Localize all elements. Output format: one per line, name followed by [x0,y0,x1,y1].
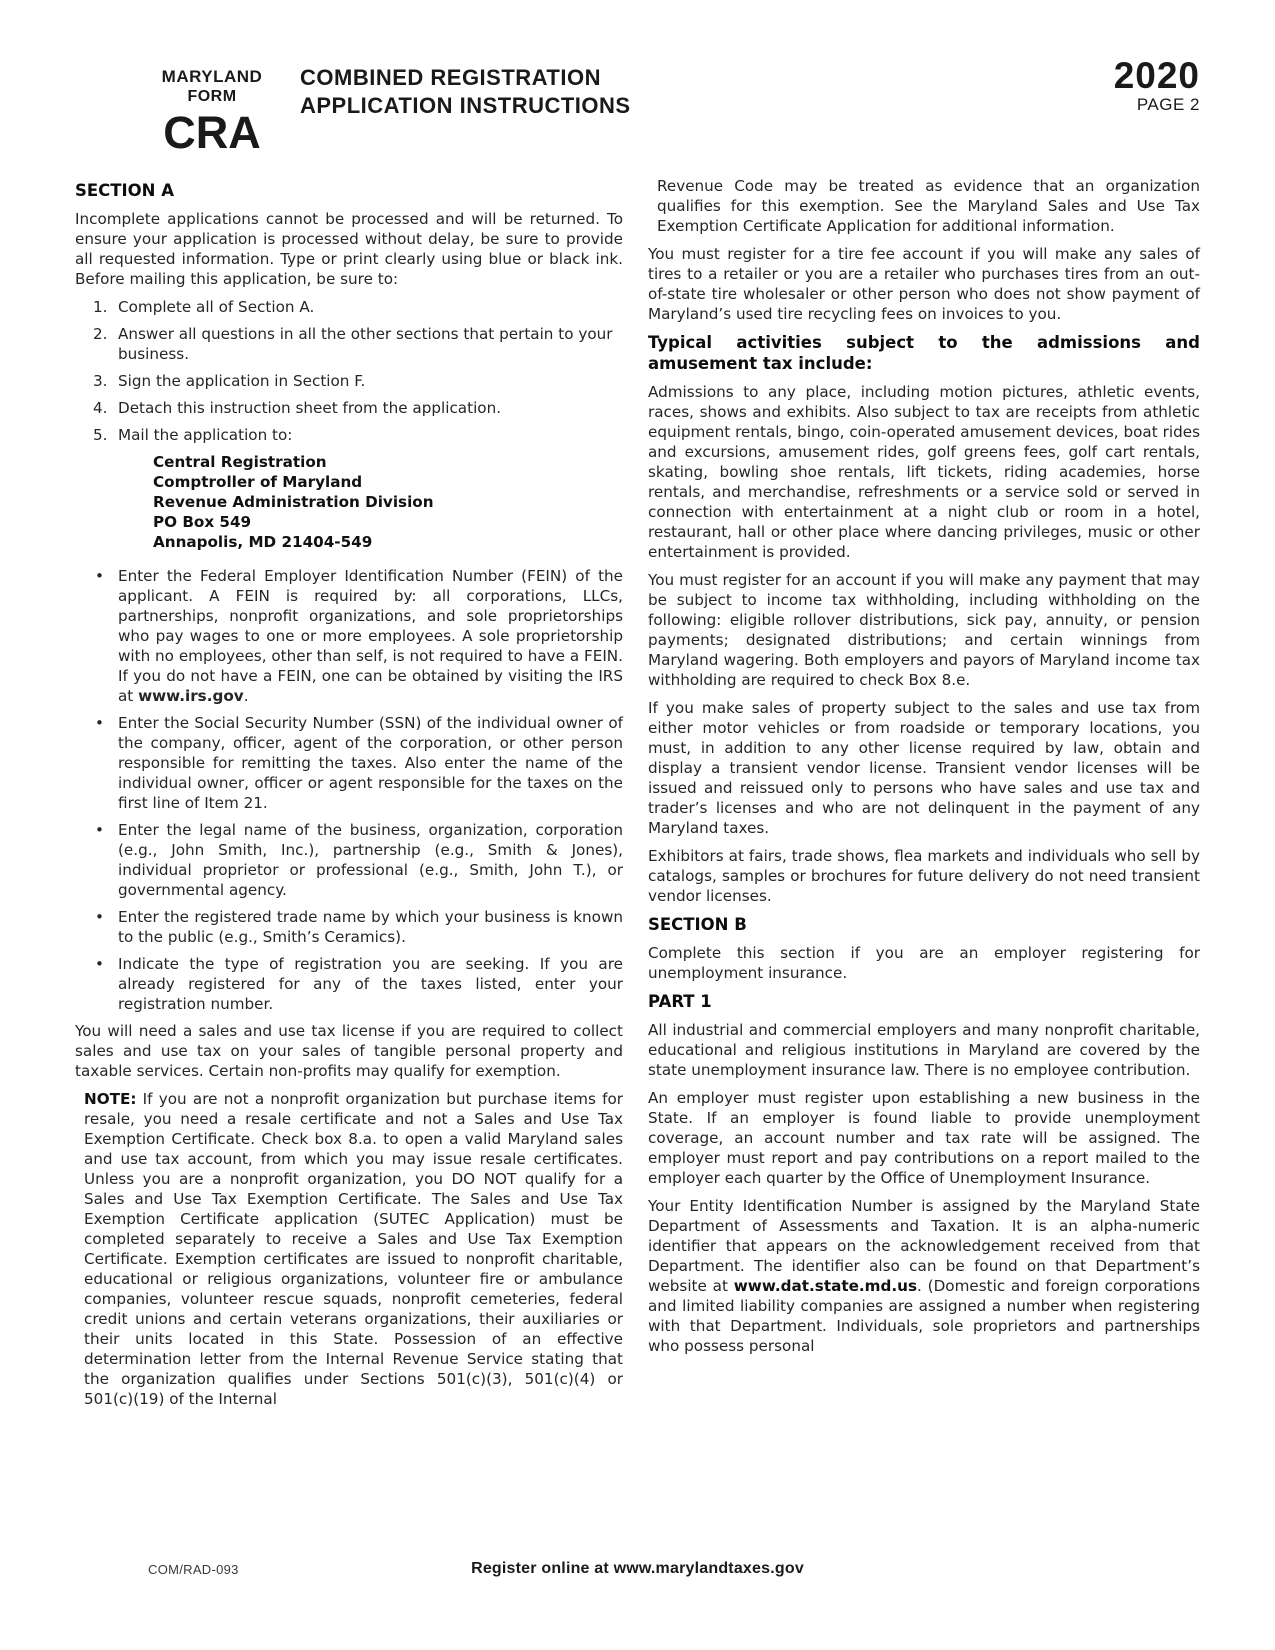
bullet-icon [95,820,118,900]
document-title [300,64,631,120]
section-a-intro: Incomplete applications cannot be processed and will be returned. To ensure your application is processed without delay, be sure to provide all requested information. Type or print clearly using blue or black ink. Before mailing this application, be sure to: [75,210,623,288]
step-item-3 [93,371,623,391]
bullet-text-pre: Enter the Federal Employer Identification Number (FEIN) of the applicant. A FEIN is required by: all corporations, LLCs, partnerships, nonprofit organizations, and sole proprietorships who pay wages to one or more employees. A sole proprietorship with no employees, other than self, is not required to have a FEIN. If you do not have a FEIN, one can be obtained by visiting the IRS at [118,567,623,705]
form-identifier-block [131,66,293,157]
part-1-heading: PART 1 [648,992,712,1011]
year-page-block [1114,57,1200,115]
form-state-label: MARYLAND [161,67,263,86]
bullet-text [118,566,623,706]
bullet-text: Enter the legal name of the business, organization, corporation (e.g., John Smith, Inc.), partnership (e.g., Smith & Jones), individual proprietor or professional (e.g., Smith, John T.), or governmental agency. [118,821,623,899]
bullet-icon [95,954,118,1014]
bullet-text: Enter the Social Security Number (SSN) of the individual owner of the company, officer, agent of the corporation, or other person responsible for remitting the taxes. Also enter the name of the individual owner, officer or agent responsible for the taxes on the first line of Item 21. [118,714,623,812]
document-title-line1: COMBINED REGISTRATION [300,65,601,90]
admissions-amusement-heading: Typical activities subject to the admissions and amusement tax include: [648,333,1200,373]
revenue-code-continuation-para: Revenue Code may be treated as evidence that an organization qualifies for this exemption. See the Maryland Sales and Use Tax Exemption Certificate Application for additional information. [657,177,1200,235]
bullet-item-trade-name [95,907,623,947]
step-number: 5. [93,426,108,444]
entity-id-post: . (Domestic and foreign corporations and limited liability companies are assigned a number when registering with that Department. Individuals, sole proprietors and partnerships who possess personal [648,1277,1200,1355]
step-text: Detach this instruction sheet from the application. [118,399,502,417]
bullet-item-registration-type [95,954,623,1014]
dat-url-text: www.dat.state.md.us [733,1277,918,1295]
admissions-para: Admissions to any place, including motion pictures, athletic events, races, shows and exhibits. Also subject to tax are receipts from athletic equipment rentals, bingo, coin-operated amusement devices, boat rides and excursions, amusement rides, golf greens fees, golf cart rentals, skating, bowling shoe rentals, lift tickets, riding academies, horse rentals, and merchandise, refreshments or a service sold or served in connection with entertainment at a night club or room in a hotel, restaurant, hall or other place where dancing privileges, music or other entertainment is provided. [648,383,1200,561]
note-label: NOTE: [84,1090,137,1108]
bullet-item-legal-name [95,820,623,900]
irs-url-text: www.irs.gov [138,687,244,705]
step-text: Answer all questions in all the other sections that pertain to your business. [118,325,613,363]
address-line: Annapolis, MD 21404-549 [153,533,373,551]
note-text: If you are not a nonprofit organization but purchase items for resale, you need a resale certificate and not a Sales and Use Tax Exemption Certificate. Check box 8.a. to open a valid Maryland sales and use tax account, from which you may issue resale certificates. Unless you are a nonprofit organization, you DO NOT qualify for a Sales and Use Tax Exemption Certificate. The Sales and Use Tax Exemption Certificate application (SUTEC Application) must be completed separately to receive a Sales and Use Tax Exemption Certificate. Exemption certificates are issued to nonprofit charitable, educational or religious organizations, volunteer fire or ambulance companies, volunteer rescue squads, nonprofit cemeteries, federal credit unions and certain veterans organizations, their auxiliaries or their units located in this State. Possession of an effective determination letter from the Internal Revenue Service stating that the organization qualifies under Sections 501(c)(3), 501(c)(4) or 501(c)(19) of the Internal [84,1090,623,1408]
step-number: 4. [93,399,108,417]
sales-use-tax-para: You will need a sales and use tax license if you are required to collect sales and use tax on your sales of tangible personal property and taxable services. Certain non-profits may qualify for exemption. [75,1022,623,1080]
section-b-heading: SECTION B [648,915,747,934]
register-online-text: Register online at www.marylandtaxes.gov [471,1560,804,1577]
bullet-text-post: . [243,687,249,705]
address-line: Revenue Administration Division [153,493,434,511]
transient-vendor-para: If you make sales of property subject to the sales and use tax from either motor vehicles or from roadside or temporary locations, you must, in addition to any other license required by law, obtain and display a transient vendor license. Transient vendor licenses will be issued and reissued only to persons who have sales and use tax and trader’s licenses and who are not delinquent in the payment of any Maryland taxes. [648,699,1200,837]
step-item-5 [93,425,623,445]
step-text: Complete all of Section A. [118,298,315,316]
step-text: Sign the application in Section F. [118,372,366,390]
bullet-text: Indicate the type of registration you are seeking. If you are already registered for any of the taxes listed, enter your registration number. [118,955,623,1013]
right-column [648,176,1200,1364]
bullet-item-ssn [95,713,623,813]
bullet-icon [95,907,118,947]
part1-coverage-para: All industrial and commercial employers and many nonprofit charitable, educational and religious institutions in Maryland are covered by the state unemployment insurance law. There is no employee contribution. [648,1021,1200,1079]
bullet-item-fein [95,566,623,706]
mailing-address [153,452,623,552]
section-b-intro: Complete this section if you are an employer registering for unemployment insurance. [648,944,1200,982]
exhibitors-para: Exhibitors at fairs, trade shows, flea markets and individuals who sell by catalogs, samples or brochures for future delivery do not need transient vendor licenses. [648,847,1200,905]
form-control-number: COM/RAD-093 [148,1562,239,1577]
step-number: 1. [93,298,108,316]
entity-id-pre: Your Entity Identification Number is assigned by the Maryland State Department of Assessments and Taxation. It is an alpha-numeric identifier that appears on the acknowledgement received from that Department. The identifier also can be found on that Department’s website at [648,1197,1200,1295]
bullet-text: Enter the registered trade name by which your business is known to the public (e.g., Smith’s Ceramics). [118,908,623,946]
step-item-4 [93,398,623,418]
document-title-line2: APPLICATION INSTRUCTIONS [300,93,631,118]
step-number: 2. [93,325,108,343]
part1-register-para: An employer must register upon establishing a new business in the State. If an employer is found liable to provide unemployment coverage, an account number and tax rate will be assigned. The employer must report and pay contributions on a report mailed to the employer each quarter by the Office of Unemployment Insurance. [648,1089,1200,1187]
note-para [75,1089,623,1409]
withholding-para: You must register for an account if you will make any payment that may be subject to income tax withholding, including withholding on the following: eligible rollover distributions, sick pay, annuity, or pension payments; designated distributions; and certain winnings from Maryland wagering. Both employers and payors of Maryland income tax withholding are required to check Box 8.e. [648,571,1200,689]
step-text: Mail the application to: [118,426,293,444]
entity-id-para [648,1196,1200,1356]
step-item-1 [93,297,623,317]
form-code: CRA [163,107,261,158]
address-line: Central Registration [153,453,327,471]
tire-fee-para: You must register for a tire fee account if you will make any sales of tires to a retailer or you are a retailer who purchases tires from an out-of-state tire wholesaler or other person who does not show payment of Maryland’s used tire recycling fees on invoices to you. [648,245,1200,323]
bullet-icon [95,566,118,706]
bullet-icon [95,713,118,813]
address-line: PO Box 549 [153,513,252,531]
step-item-2 [93,324,623,364]
form-word-label: FORM [187,88,237,105]
left-column [75,176,623,1417]
page-number: PAGE 2 [1136,95,1200,114]
address-line: Comptroller of Maryland [153,473,363,491]
section-a-heading: SECTION A [75,181,175,200]
form-year: 2020 [1113,55,1200,96]
step-number: 3. [93,372,108,390]
